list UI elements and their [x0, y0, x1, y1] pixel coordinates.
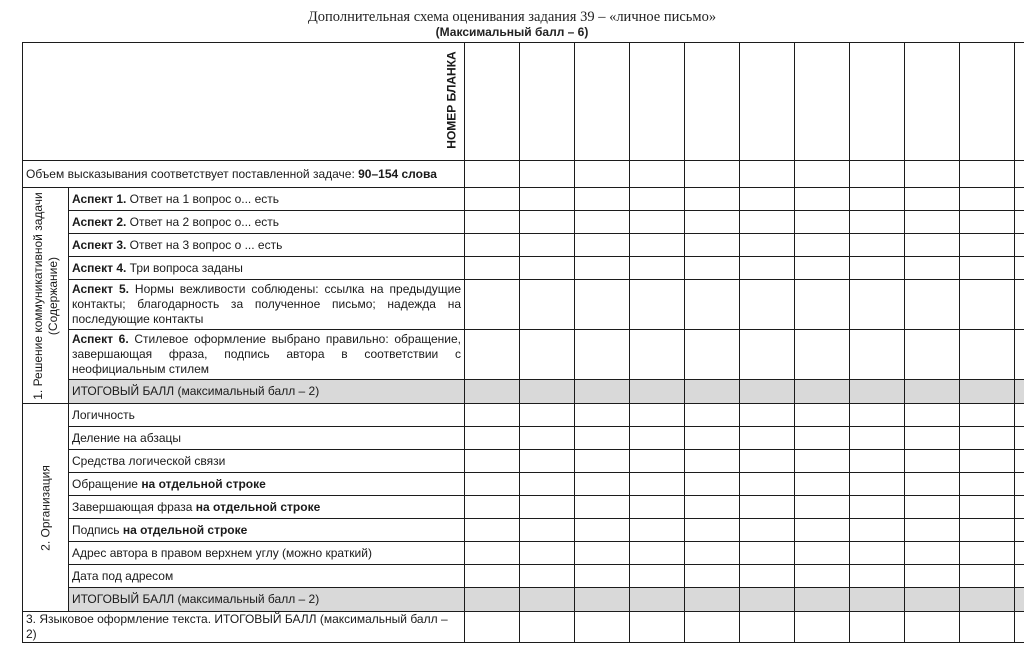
score-cell[interactable]	[685, 43, 740, 161]
score-cell[interactable]	[740, 588, 795, 612]
criterion-label: Дата под адресом	[69, 565, 465, 588]
score-cell[interactable]	[1015, 43, 1024, 161]
score-cell[interactable]	[850, 211, 905, 234]
score-cell[interactable]	[905, 380, 960, 404]
aspect-row	[23, 211, 1024, 234]
score-cell[interactable]	[520, 257, 575, 280]
score-cell[interactable]	[685, 588, 740, 612]
score-cell[interactable]	[520, 565, 575, 588]
section2-total-row	[23, 588, 1024, 612]
score-cell[interactable]	[1015, 257, 1024, 280]
score-cell[interactable]	[520, 427, 575, 450]
score-cell[interactable]	[740, 161, 795, 188]
score-cell[interactable]	[685, 211, 740, 234]
score-cell[interactable]	[685, 612, 740, 643]
score-cell[interactable]	[630, 330, 685, 380]
score-cell[interactable]	[850, 450, 905, 473]
score-cell[interactable]	[520, 404, 575, 427]
score-cell[interactable]	[685, 161, 740, 188]
aspect-row	[23, 234, 1024, 257]
score-cell[interactable]	[795, 612, 850, 643]
score-cell[interactable]	[465, 280, 520, 330]
score-cell[interactable]	[740, 404, 795, 427]
score-cell[interactable]	[575, 404, 630, 427]
score-cell[interactable]	[575, 519, 630, 542]
score-cell[interactable]	[520, 234, 575, 257]
score-cell[interactable]	[465, 519, 520, 542]
score-cell[interactable]	[630, 588, 685, 612]
score-cell[interactable]	[960, 257, 1015, 280]
score-cell[interactable]	[630, 257, 685, 280]
score-cell[interactable]	[960, 565, 1015, 588]
score-cell[interactable]	[960, 612, 1015, 643]
score-cell[interactable]	[685, 565, 740, 588]
score-cell[interactable]	[1015, 330, 1024, 380]
score-cell[interactable]	[685, 234, 740, 257]
score-cell[interactable]	[575, 565, 630, 588]
score-cell[interactable]	[1015, 161, 1024, 188]
assessment-table	[22, 42, 1024, 643]
score-cell[interactable]	[795, 542, 850, 565]
criterion-label: Средства логической связи	[69, 450, 465, 473]
criterion-row	[23, 427, 1024, 450]
score-cell[interactable]	[685, 542, 740, 565]
score-cell[interactable]	[520, 588, 575, 612]
score-cell[interactable]	[905, 234, 960, 257]
score-cell[interactable]	[740, 427, 795, 450]
score-cell[interactable]	[960, 473, 1015, 496]
score-cell[interactable]	[520, 519, 575, 542]
score-cell[interactable]	[960, 161, 1015, 188]
score-cell[interactable]	[795, 404, 850, 427]
score-cell[interactable]	[630, 542, 685, 565]
criterion-row	[23, 542, 1024, 565]
score-cell[interactable]	[520, 612, 575, 643]
score-cell[interactable]	[960, 330, 1015, 380]
score-cell[interactable]	[465, 542, 520, 565]
score-cell[interactable]	[740, 257, 795, 280]
score-cell[interactable]	[960, 211, 1015, 234]
score-cell[interactable]	[795, 234, 850, 257]
score-cell[interactable]	[575, 234, 630, 257]
score-cell[interactable]	[1015, 427, 1024, 450]
score-cell[interactable]	[905, 161, 960, 188]
score-cell[interactable]	[905, 211, 960, 234]
blank-number-label: НОМЕР БЛАНКА	[444, 51, 459, 149]
criterion-row	[23, 450, 1024, 473]
score-cell[interactable]	[850, 404, 905, 427]
score-cell[interactable]	[575, 161, 630, 188]
score-cell[interactable]	[795, 188, 850, 211]
score-cell[interactable]	[850, 234, 905, 257]
score-cell[interactable]	[905, 450, 960, 473]
score-cell[interactable]	[795, 257, 850, 280]
score-cell[interactable]	[575, 188, 630, 211]
score-cell[interactable]	[850, 257, 905, 280]
score-cell[interactable]	[795, 519, 850, 542]
score-cell[interactable]	[685, 257, 740, 280]
score-cell[interactable]	[630, 427, 685, 450]
score-cell[interactable]	[465, 380, 520, 404]
form-title: Дополнительная схема оценивания задания 39 – «личное письмо»	[307, 9, 717, 25]
score-cell[interactable]	[465, 43, 520, 161]
score-cell[interactable]	[740, 473, 795, 496]
score-cell[interactable]	[465, 188, 520, 211]
score-cell[interactable]	[960, 427, 1015, 450]
score-cell[interactable]	[520, 473, 575, 496]
score-cell[interactable]	[465, 612, 520, 643]
score-cell[interactable]	[795, 473, 850, 496]
score-cell[interactable]	[630, 280, 685, 330]
score-cell[interactable]	[740, 43, 795, 161]
score-cell[interactable]	[630, 211, 685, 234]
score-cell[interactable]	[630, 161, 685, 188]
score-cell[interactable]	[465, 330, 520, 380]
score-cell[interactable]	[575, 473, 630, 496]
score-cell[interactable]	[630, 565, 685, 588]
score-cell[interactable]	[575, 496, 630, 519]
score-cell[interactable]	[740, 188, 795, 211]
score-cell[interactable]	[905, 257, 960, 280]
volume-label: Объем высказывания соответствует поставленной задаче: 90–154 слова	[23, 161, 465, 188]
score-cell[interactable]	[575, 450, 630, 473]
score-cell[interactable]	[465, 234, 520, 257]
score-cell[interactable]	[1015, 473, 1024, 496]
score-cell[interactable]	[740, 280, 795, 330]
aspect-row	[23, 257, 1024, 280]
score-cell[interactable]	[960, 542, 1015, 565]
score-cell[interactable]	[850, 565, 905, 588]
score-cell[interactable]	[1015, 588, 1024, 612]
score-cell[interactable]	[465, 427, 520, 450]
score-cell[interactable]	[905, 404, 960, 427]
aspect-label: Аспект 5. Нормы вежливости соблюдены: ссылка на предыдущие контакты; благодарность за полученное письмо; надежда на последующие контакты	[69, 280, 465, 330]
score-cell[interactable]	[1015, 380, 1024, 404]
score-cell[interactable]	[905, 496, 960, 519]
criterion-row	[23, 473, 1024, 496]
score-cell[interactable]	[685, 330, 740, 380]
score-cell[interactable]	[630, 612, 685, 643]
score-cell[interactable]	[960, 588, 1015, 612]
score-cell[interactable]	[685, 473, 740, 496]
score-cell[interactable]	[905, 330, 960, 380]
score-cell[interactable]	[960, 43, 1015, 161]
score-cell[interactable]	[850, 280, 905, 330]
score-cell[interactable]	[1015, 519, 1024, 542]
score-cell[interactable]	[685, 188, 740, 211]
score-cell[interactable]	[795, 496, 850, 519]
score-cell[interactable]	[520, 542, 575, 565]
score-cell[interactable]	[740, 542, 795, 565]
score-cell[interactable]	[795, 565, 850, 588]
score-cell[interactable]	[905, 473, 960, 496]
score-cell[interactable]	[575, 43, 630, 161]
score-cell[interactable]	[575, 330, 630, 380]
score-cell[interactable]	[795, 450, 850, 473]
score-cell[interactable]	[465, 496, 520, 519]
score-cell[interactable]	[850, 330, 905, 380]
score-cell[interactable]	[795, 588, 850, 612]
score-cell[interactable]	[685, 519, 740, 542]
aspect-label: Аспект 2. Ответ на 2 вопрос о... есть	[69, 211, 465, 234]
criterion-label: Адрес автора в правом верхнем углу (можно краткий)	[69, 542, 465, 565]
score-cell[interactable]	[1015, 188, 1024, 211]
score-cell[interactable]	[850, 43, 905, 161]
score-cell[interactable]	[850, 542, 905, 565]
score-cell[interactable]	[465, 450, 520, 473]
score-cell[interactable]	[465, 211, 520, 234]
score-cell[interactable]	[850, 188, 905, 211]
section2-label: 2. Организация	[23, 404, 69, 612]
score-cell[interactable]	[630, 188, 685, 211]
score-cell[interactable]	[850, 612, 905, 643]
score-cell[interactable]	[795, 427, 850, 450]
score-cell[interactable]	[1015, 496, 1024, 519]
score-cell[interactable]	[575, 588, 630, 612]
section1-label: 1. Решение коммуникативной задачи (Содержание)	[23, 188, 69, 404]
score-cell[interactable]	[630, 473, 685, 496]
score-cell[interactable]	[685, 280, 740, 330]
criterion-label: Подпись на отдельной строке	[69, 519, 465, 542]
section1-total-row	[23, 380, 1024, 404]
score-cell[interactable]	[520, 496, 575, 519]
score-cell[interactable]	[630, 234, 685, 257]
score-cell[interactable]	[740, 612, 795, 643]
score-cell[interactable]	[795, 330, 850, 380]
score-cell[interactable]	[740, 519, 795, 542]
score-cell[interactable]	[1015, 280, 1024, 330]
score-cell[interactable]	[685, 380, 740, 404]
score-cell[interactable]	[795, 211, 850, 234]
score-cell[interactable]	[740, 496, 795, 519]
score-cell[interactable]	[905, 565, 960, 588]
score-cell[interactable]	[905, 588, 960, 612]
score-cell[interactable]	[1015, 612, 1024, 643]
total-label: ИТОГОВЫЙ БАЛЛ (максимальный балл – 2)	[69, 380, 465, 404]
section3-label: 3. Языковое оформление текста. ИТОГОВЫЙ БАЛЛ (максимальный балл – 2)	[23, 612, 465, 643]
score-cell[interactable]	[575, 211, 630, 234]
score-cell[interactable]	[685, 496, 740, 519]
criterion-label: Завершающая фраза на отдельной строке	[69, 496, 465, 519]
score-cell[interactable]	[960, 188, 1015, 211]
criterion-row	[23, 404, 1024, 427]
score-cell[interactable]	[465, 588, 520, 612]
score-cell[interactable]	[465, 473, 520, 496]
score-cell[interactable]	[1015, 211, 1024, 234]
score-cell[interactable]	[740, 450, 795, 473]
score-cell[interactable]	[795, 380, 850, 404]
score-cell[interactable]	[575, 380, 630, 404]
score-cell[interactable]	[520, 330, 575, 380]
score-cell[interactable]	[905, 43, 960, 161]
score-cell[interactable]	[575, 612, 630, 643]
score-cell[interactable]	[740, 330, 795, 380]
score-cell[interactable]	[905, 519, 960, 542]
score-cell[interactable]	[740, 211, 795, 234]
total-label: ИТОГОВЫЙ БАЛЛ (максимальный балл – 2)	[69, 588, 465, 612]
header-label-cell	[23, 43, 465, 161]
aspect-row	[23, 330, 1024, 380]
score-cell[interactable]	[685, 450, 740, 473]
score-cell[interactable]	[905, 188, 960, 211]
score-cell[interactable]	[520, 450, 575, 473]
header-row	[23, 43, 1024, 161]
score-cell[interactable]	[740, 565, 795, 588]
criterion-label: Деление на абзацы	[69, 427, 465, 450]
score-cell[interactable]	[575, 280, 630, 330]
criterion-label: Обращение на отдельной строке	[69, 473, 465, 496]
aspect-label: Аспект 4. Три вопроса заданы	[69, 257, 465, 280]
score-cell[interactable]	[905, 427, 960, 450]
score-cell[interactable]	[960, 519, 1015, 542]
score-cell[interactable]	[905, 280, 960, 330]
score-cell[interactable]	[465, 161, 520, 188]
aspect-row	[23, 280, 1024, 330]
score-cell[interactable]	[630, 450, 685, 473]
section3-row	[23, 612, 1024, 643]
form-subtitle: (Максимальный балл – 6)	[435, 25, 589, 39]
score-cell[interactable]	[630, 496, 685, 519]
score-cell[interactable]	[960, 280, 1015, 330]
aspect-label: Аспект 6. Стилевое оформление выбрано правильно: обращение, завершающая фраза, подпись автора в соответствии с неофициальным стилем	[69, 330, 465, 380]
aspect-label: Аспект 1. Ответ на 1 вопрос о... есть	[69, 188, 465, 211]
score-cell[interactable]	[685, 404, 740, 427]
score-cell[interactable]	[520, 161, 575, 188]
score-cell[interactable]	[960, 234, 1015, 257]
criterion-row	[23, 519, 1024, 542]
score-cell[interactable]	[575, 542, 630, 565]
score-cell[interactable]	[630, 519, 685, 542]
score-cell[interactable]	[850, 496, 905, 519]
score-cell[interactable]	[1015, 450, 1024, 473]
criterion-row	[23, 565, 1024, 588]
score-cell[interactable]	[850, 588, 905, 612]
score-cell[interactable]	[575, 257, 630, 280]
score-cell[interactable]	[795, 43, 850, 161]
criterion-label: Логичность	[69, 404, 465, 427]
score-cell[interactable]	[1015, 565, 1024, 588]
score-cell[interactable]	[1015, 542, 1024, 565]
score-cell[interactable]	[740, 380, 795, 404]
score-cell[interactable]	[520, 188, 575, 211]
score-cell[interactable]	[740, 234, 795, 257]
score-cell[interactable]	[960, 404, 1015, 427]
score-cell[interactable]	[795, 161, 850, 188]
score-cell[interactable]	[465, 404, 520, 427]
score-cell[interactable]	[905, 612, 960, 643]
score-cell[interactable]	[465, 257, 520, 280]
aspect-label: Аспект 3. Ответ на 3 вопрос о ... есть	[69, 234, 465, 257]
score-cell[interactable]	[850, 380, 905, 404]
score-cell[interactable]	[1015, 234, 1024, 257]
score-cell[interactable]	[520, 280, 575, 330]
score-cell[interactable]	[575, 427, 630, 450]
score-cell[interactable]	[795, 280, 850, 330]
score-cell[interactable]	[850, 473, 905, 496]
score-cell[interactable]	[1015, 404, 1024, 427]
score-cell[interactable]	[960, 380, 1015, 404]
score-cell[interactable]	[520, 211, 575, 234]
score-cell[interactable]	[905, 542, 960, 565]
criterion-row	[23, 496, 1024, 519]
score-cell[interactable]	[960, 496, 1015, 519]
aspect-row	[23, 188, 1024, 211]
score-cell[interactable]	[850, 519, 905, 542]
score-cell[interactable]	[850, 161, 905, 188]
score-cell[interactable]	[630, 43, 685, 161]
score-cell[interactable]	[850, 427, 905, 450]
score-cell[interactable]	[520, 43, 575, 161]
score-cell[interactable]	[465, 565, 520, 588]
volume-row	[23, 161, 1024, 188]
score-cell[interactable]	[630, 380, 685, 404]
score-cell[interactable]	[960, 450, 1015, 473]
score-cell[interactable]	[520, 380, 575, 404]
score-cell[interactable]	[685, 427, 740, 450]
score-cell[interactable]	[630, 404, 685, 427]
